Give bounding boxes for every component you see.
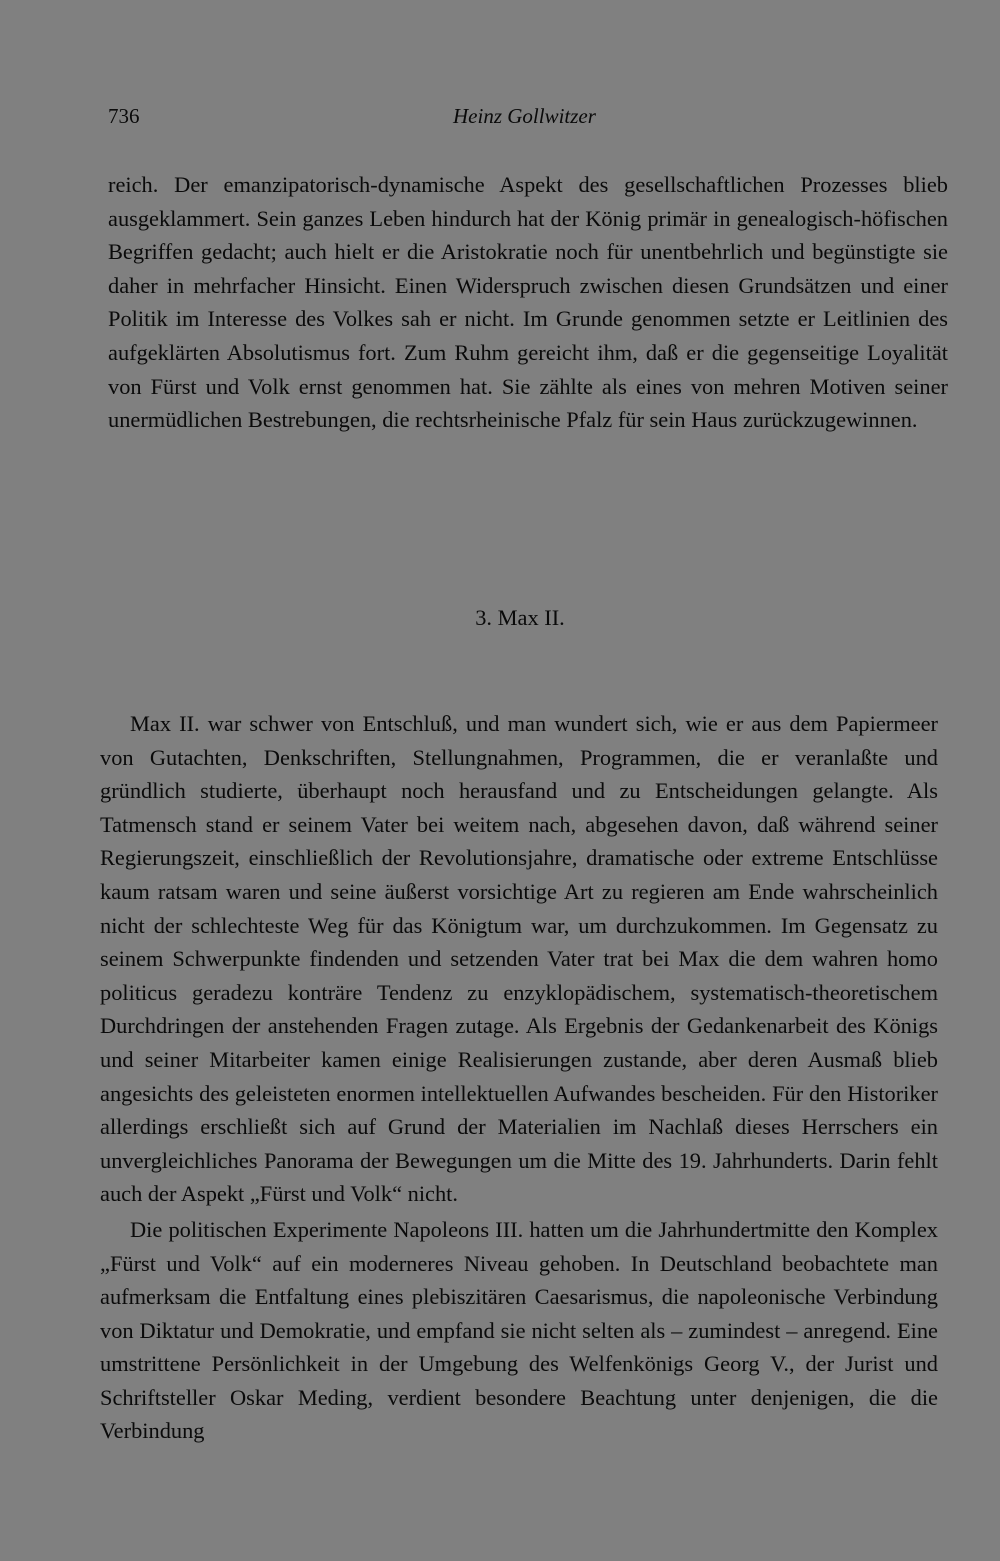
body-paragraph: Die politischen Experimente Napoleons III. hatten um die Jahrhundertmitte den Komplex „Fürst und Volk“ auf ein moderneres Niveau gehoben. In Deutschland beobachtete man aufmerksam die Entfaltung eines plebiszitären Caesarismus, die napoleonische Verbindung von Diktatur und Demokratie, und empfand sie nicht selten als – zumindest – anregend. Eine umstrittene Persönlichkeit in der Umgebung des Welfenkönigs Georg V., der Jurist und Schriftsteller Oskar Meding, verdient besondere Beachtung unter denjenigen, die die Verbindung	[100, 1216, 938, 1444]
section-body	[100, 707, 938, 1448]
body-paragraph: Max II. war schwer von Entschluß, und man wundert sich, wie er aus dem Papiermeer von Gutachten, Denkschriften, Stellungnahmen, Programmen, die er veranlaßte und gründlich studierte, überhaupt noch herausfand und zu Entscheidungen gelangte. Als Tatmensch stand er seinem Vater bei weitem nach, abgesehen davon, daß während seiner Regierungszeit, einschließlich der Revolutionsjahre, dramatische oder extreme Entschlüsse kaum ratsam waren und seine äußerst vorsichtige Art zu regieren am Ende wahrscheinlich nicht der schlechteste Weg für das Königtum war, um durchzukommen. Im Gegensatz zu seinem Schwerpunkte findenden und setzenden Vater trat bei Max die dem wahren homo politicus geradezu konträre Tendenz zu enzyklopädischem, systematisch-theoretischem Durchdringen der anstehenden Fragen zutage. Als Ergebnis der Gedankenarbeit des Königs und seiner Mitarbeiter kamen einige Realisierungen zustande, aber deren Ausmaß blieb angesichts des geleisteten enormen intellektuellen Aufwandes bescheiden. Für den Historiker allerdings erschließt sich auf Grund der Materialien im Nachlaß dieses Herrschers ein unvergleichliches Panorama der Bewegungen um die Mitte des 19. Jahrhunderts. Darin fehlt auch der Aspekt „Fürst und Volk“ nicht.	[100, 711, 938, 1207]
running-head: Heinz Gollwitzer	[453, 104, 596, 128]
section-heading: 3. Max II.	[475, 605, 565, 630]
page-number: 736	[108, 104, 140, 128]
page-header	[108, 104, 938, 134]
continuation-paragraph: reich. Der emanzipatorisch-dynamische Aspekt des gesellschaftlichen Prozesses blieb ausgeklammert. Sein ganzes Leben hindurch hat der König primär in genealogisch-höfischen Begriffen gedacht; auch hielt er die Aristokratie noch für unentbehrlich und begünstigte sie daher in mehrfacher Hinsicht. Einen Widerspruch zwischen diesen Grundsätzen und einer Politik im Interesse des Volkes sah er nicht. Im Grunde genommen setzte er Leitlinien des aufgeklärten Absolutismus fort. Zum Ruhm gereicht ihm, daß er die gegenseitige Loyalität von Fürst und Volk ernst genommen hat. Sie zählte als eines von mehren Motiven seiner unermüdlichen Bestrebungen, die rechtsrheinische Pfalz für sein Haus zurückzugewinnen.	[108, 172, 948, 433]
continuation-paragraph-block	[108, 168, 948, 437]
